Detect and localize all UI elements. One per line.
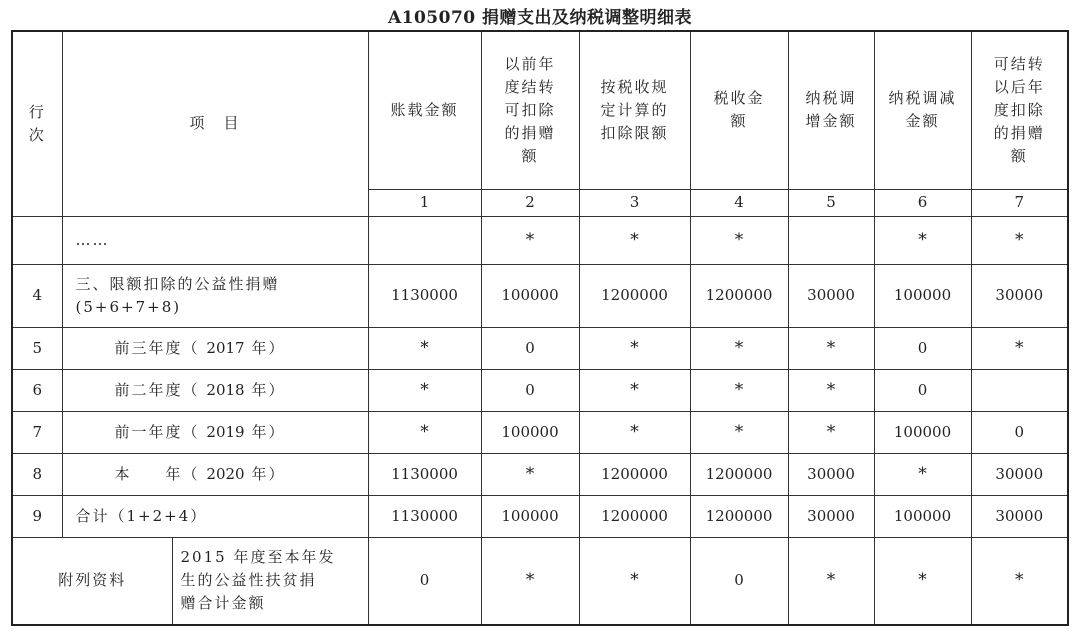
col-number: 4: [690, 189, 788, 216]
cell-col-5: *: [788, 369, 874, 411]
cell-col-1: 1130000: [368, 453, 481, 495]
cell-col-3: *: [579, 369, 690, 411]
header-col-4: 税收金 额: [690, 31, 788, 189]
header-col-1: 账载金额: [368, 31, 481, 189]
table-row: [12, 327, 1068, 369]
cell-col-1: 1130000: [368, 264, 481, 327]
cell-col-5: 30000: [788, 495, 874, 537]
cell-col-3: 1200000: [579, 264, 690, 327]
col-number: 2: [481, 189, 579, 216]
row-item: 本 年（ 2020 年）: [62, 453, 368, 495]
cell-col-6: 100000: [874, 495, 971, 537]
row-number: 6: [12, 369, 62, 411]
cell-col-7: [971, 369, 1068, 411]
cell-col-5: [788, 216, 874, 264]
cell-col-7: 30000: [971, 453, 1068, 495]
cell-col-3: *: [579, 537, 690, 625]
appendix-row: [12, 537, 1068, 625]
cell-col-1: [368, 216, 481, 264]
cell-col-4: 1200000: [690, 264, 788, 327]
cell-col-4: *: [690, 327, 788, 369]
cell-col-7: *: [971, 216, 1068, 264]
cell-col-6: 0: [874, 327, 971, 369]
cell-col-2: *: [481, 453, 579, 495]
cell-col-5: *: [788, 327, 874, 369]
row-item: 三、限额扣除的公益性捐赠 (5+6+7+8): [62, 264, 368, 327]
cell-col-4: *: [690, 369, 788, 411]
table-row: [12, 216, 1068, 264]
cell-col-5: *: [788, 411, 874, 453]
row-item: 合计（1+2+4）: [62, 495, 368, 537]
row-number: 7: [12, 411, 62, 453]
appendix-desc: 2015 年度至本年发 生的公益性扶贫捐 赠合计金额: [172, 537, 368, 625]
row-item: ……: [62, 216, 368, 264]
cell-col-3: *: [579, 216, 690, 264]
cell-col-3: *: [579, 327, 690, 369]
cell-col-3: 1200000: [579, 453, 690, 495]
row-item: 前二年度（ 2018 年）: [62, 369, 368, 411]
col-number: 5: [788, 189, 874, 216]
appendix-label: 附列资料: [12, 537, 172, 625]
table-row: [12, 411, 1068, 453]
cell-col-3: *: [579, 411, 690, 453]
col-number: 7: [971, 189, 1068, 216]
cell-col-6: *: [874, 453, 971, 495]
cell-col-5: *: [788, 537, 874, 625]
col-number: 3: [579, 189, 690, 216]
header-col-2: 以前年 度结转 可扣除 的捐赠 额: [481, 31, 579, 189]
cell-col-7: 30000: [971, 495, 1068, 537]
cell-col-6: 100000: [874, 411, 971, 453]
table-row: [12, 264, 1068, 327]
row-number: 9: [12, 495, 62, 537]
cell-col-3: 1200000: [579, 495, 690, 537]
header-col-3: 按税收规 定计算的 扣除限额: [579, 31, 690, 189]
cell-col-7: *: [971, 537, 1068, 625]
cell-col-2: *: [481, 537, 579, 625]
row-item: 前三年度（ 2017 年）: [62, 327, 368, 369]
table-row: [12, 453, 1068, 495]
cell-col-5: 30000: [788, 264, 874, 327]
col-number: 1: [368, 189, 481, 216]
cell-col-4: 1200000: [690, 453, 788, 495]
cell-col-7: *: [971, 327, 1068, 369]
form-title: A105070 捐赠支出及纳税调整明细表: [387, 8, 693, 28]
cell-col-4: 0: [690, 537, 788, 625]
row-item: 前一年度（ 2019 年）: [62, 411, 368, 453]
cell-col-6: 0: [874, 369, 971, 411]
cell-col-2: 100000: [481, 264, 579, 327]
cell-col-4: 1200000: [690, 495, 788, 537]
header-col-5: 纳税调 增金额: [788, 31, 874, 189]
cell-col-5: 30000: [788, 453, 874, 495]
header-col-7: 可结转 以后年 度扣除 的捐赠 额: [971, 31, 1068, 189]
cell-col-6: *: [874, 537, 971, 625]
cell-col-4: *: [690, 411, 788, 453]
cell-col-4: *: [690, 216, 788, 264]
row-number: 5: [12, 327, 62, 369]
cell-col-7: 30000: [971, 264, 1068, 327]
cell-col-2: 0: [481, 369, 579, 411]
cell-col-1: *: [368, 369, 481, 411]
cell-col-1: *: [368, 327, 481, 369]
header-row-no: 行 次: [12, 31, 62, 216]
donation-table: [11, 30, 1069, 626]
cell-col-6: *: [874, 216, 971, 264]
cell-col-2: 100000: [481, 495, 579, 537]
cell-col-2: 0: [481, 327, 579, 369]
cell-col-7: 0: [971, 411, 1068, 453]
cell-col-1: *: [368, 411, 481, 453]
cell-col-2: *: [481, 216, 579, 264]
row-number: [12, 216, 62, 264]
header-col-6: 纳税调减 金额: [874, 31, 971, 189]
col-number: 6: [874, 189, 971, 216]
header-item: 项 目: [62, 31, 368, 216]
table-row: [12, 495, 1068, 537]
row-number: 4: [12, 264, 62, 327]
cell-col-2: 100000: [481, 411, 579, 453]
row-number: 8: [12, 453, 62, 495]
cell-col-1: 0: [368, 537, 481, 625]
cell-col-1: 1130000: [368, 495, 481, 537]
table-row: [12, 369, 1068, 411]
cell-col-6: 100000: [874, 264, 971, 327]
